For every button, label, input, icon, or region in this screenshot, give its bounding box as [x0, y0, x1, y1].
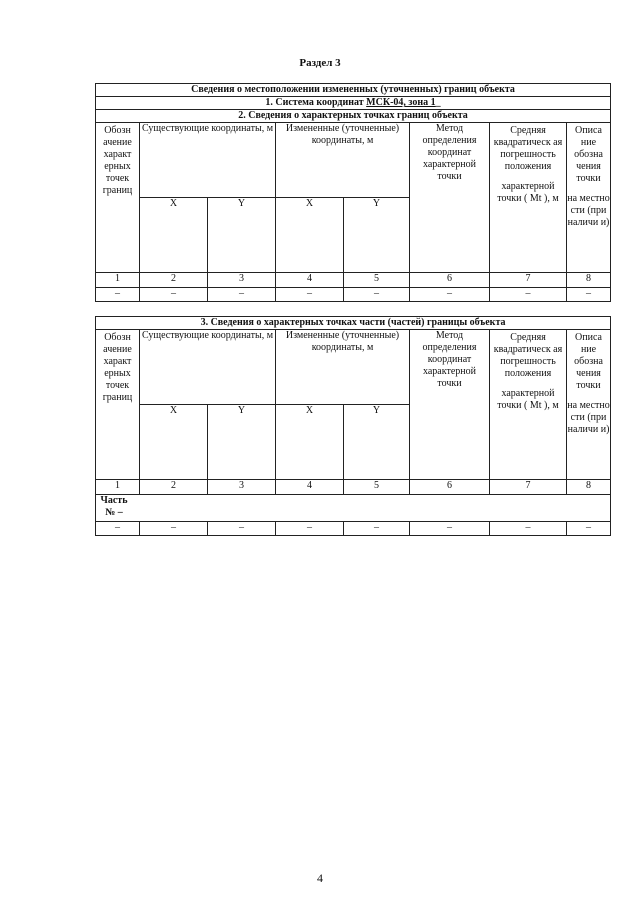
header-description: Описа ние обозна чения точки на местно сти (при наличи и)	[567, 123, 611, 273]
column-number: 1	[96, 480, 140, 495]
header-point-designation: Обозн ачение характ ерных точек границ	[96, 330, 140, 480]
table-title: Сведения о местоположении измененных (уточненных) границ объекта	[96, 84, 611, 97]
table-cell: –	[410, 288, 490, 302]
header-existing-x: X	[140, 405, 208, 480]
column-number-row	[96, 273, 611, 288]
part-label: Часть № –	[96, 495, 611, 522]
column-number: 8	[567, 273, 611, 288]
header-method: Метод определения координат характерной точки	[410, 123, 490, 273]
column-number: 3	[208, 480, 276, 495]
table-cell: –	[567, 288, 611, 302]
column-number: 2	[140, 480, 208, 495]
header-changed-y: Y	[344, 405, 410, 480]
table-cell: –	[567, 522, 611, 536]
column-number: 4	[276, 273, 344, 288]
table-row	[96, 522, 611, 536]
column-number: 5	[344, 273, 410, 288]
column-number: 4	[276, 480, 344, 495]
coordinate-system-label: 1. Система координат	[265, 97, 367, 108]
table-cell: –	[96, 288, 140, 302]
coordinate-system-suffix: _	[435, 97, 441, 108]
table-row	[96, 288, 611, 302]
header-changed-x: X	[276, 405, 344, 480]
boundary-points-table	[95, 83, 611, 302]
column-number: 2	[140, 273, 208, 288]
table-cell: –	[344, 288, 410, 302]
header-rms: Средняя квадратическ ая погрешность положения характерной точки ( Mt ), м	[490, 330, 567, 480]
column-number-row	[96, 480, 611, 495]
table-cell: –	[490, 522, 567, 536]
table-cell: –	[140, 288, 208, 302]
coordinate-system-value: МСК-04, зона 1	[366, 97, 436, 108]
table-cell: –	[410, 522, 490, 536]
header-existing-y: Y	[208, 198, 276, 273]
header-existing-y: Y	[208, 405, 276, 480]
header-existing-coords: Существующие координаты, м	[140, 123, 276, 198]
column-number: 7	[490, 480, 567, 495]
header-point-designation: Обозн ачение характ ерных точек границ	[96, 123, 140, 273]
table-cell: –	[140, 522, 208, 536]
table-cell: –	[276, 288, 344, 302]
page-number: 4	[317, 871, 323, 885]
header-changed-coords: Измененные (уточненные) координаты, м	[276, 330, 410, 405]
section-title: Раздел 3	[299, 57, 341, 69]
column-number: 6	[410, 273, 490, 288]
header-rms: Средняя квадратическ ая погрешность положения характерной точки ( Mt ), м	[490, 123, 567, 273]
table-cell: –	[490, 288, 567, 302]
header-existing-coords: Существующие координаты, м	[140, 330, 276, 405]
table-cell: –	[276, 522, 344, 536]
column-number: 5	[344, 480, 410, 495]
block3-title: 3. Сведения о характерных точках части (частей) границы объекта	[96, 317, 611, 330]
column-number: 7	[490, 273, 567, 288]
header-method: Метод определения координат характерной точки	[410, 330, 490, 480]
column-number: 1	[96, 273, 140, 288]
header-existing-x: X	[140, 198, 208, 273]
header-changed-coords: Измененные (уточненные) координаты, м	[276, 123, 410, 198]
column-number: 3	[208, 273, 276, 288]
header-changed-x: X	[276, 198, 344, 273]
part-boundary-points-table	[95, 316, 611, 536]
block2-title: 2. Сведения о характерных точках границ объекта	[96, 110, 611, 123]
table-cell: –	[208, 288, 276, 302]
header-description: Описа ние обозна чения точки на местно сти (при наличи и)	[567, 330, 611, 480]
table-cell: –	[96, 522, 140, 536]
column-number: 8	[567, 480, 611, 495]
column-number: 6	[410, 480, 490, 495]
table-cell: –	[344, 522, 410, 536]
table-cell: –	[208, 522, 276, 536]
coordinate-system-row	[96, 97, 611, 110]
header-changed-y: Y	[344, 198, 410, 273]
